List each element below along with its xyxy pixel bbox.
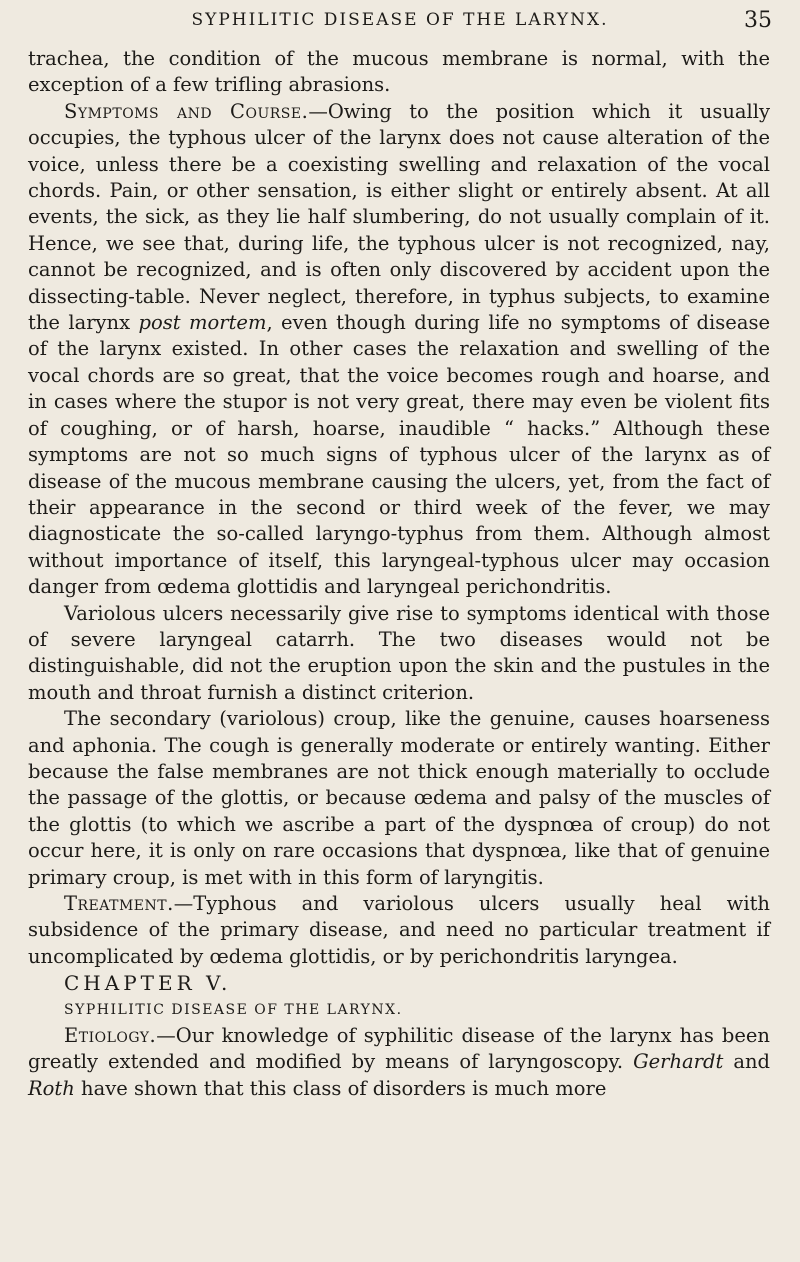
paragraph-text: Variolous ulcers necessarily give rise to symptoms identical with those of severe laryngeal catarrh. The two diseases would not be distinguishable, did not the eruption upon the skin and the pustules in the mouth and throat furnish a distinct criterion. [28, 601, 770, 704]
body-text [28, 46, 770, 1102]
running-head-title: SYPHILITIC DISEASE OF THE LARYNX. [191, 10, 609, 30]
paragraph-symptoms [28, 99, 770, 601]
paragraph-croup [28, 706, 770, 891]
paragraph-text: —Our knowledge of syphilitic disease of the larynx has been greatly extended and modified by means of laryngoscopy. [28, 1024, 770, 1074]
chapter-subtitle: SYPHILITIC DISEASE OF THE LARYNX. [64, 1001, 403, 1018]
paragraph-treatment [28, 891, 770, 970]
paragraph-variolous [28, 601, 770, 707]
author-name: Roth [28, 1076, 75, 1100]
author-name: Gerhardt [633, 1050, 724, 1074]
paragraph-text: —Owing to the position which it usually occupies, the typhous ulcer of the larynx does not cause alteration of the voice, unless there be a coexisting swelling and relaxation of the vocal chords. Pain, or other sensation, is either slight or entirely absent. At all events, the sick, as they lie half slumbering, do not usually complain of it. Hence, we see that, during life, the typhous ulcer is not recognized, nay, cannot be recognized, and is often only discovered by accident upon the dissecting-table. Never neglect, therefore, in typhus subjects, to examine the larynx [28, 99, 771, 335]
chapter-title: CHAPTER V. [64, 971, 232, 996]
section-lead-symptoms: Symptoms and Course. [64, 99, 309, 123]
paragraph-text: and [723, 1050, 770, 1074]
paragraph-text: The secondary (variolous) croup, like the genuine, causes hoarseness and aphonia. The cough is generally moderate or entirely wanting. Either because the false membranes are not thick enough materially to occlude the passage of the glottis, or because œdema and palsy of the muscles of the glottis (to which we ascribe a part of the dyspnœa of croup) do not occur here, it is only on rare occasions that dyspnœa, like that of genuine primary croup, is met with in this form of laryngitis. [28, 707, 770, 889]
running-head [0, 6, 800, 36]
paragraph-text: , even though during life no symptoms of disease of the larynx existed. In other cases the relaxation and swelling of the vocal chords are so great, that the voice becomes rough and hoarse, and in cases where the stupor is not very great, there may even be violent fits of coughing, or of harsh, hoarse, inaudible “ hacks.” Although these symptoms are not so much signs of typhous ulcer of the larynx as of disease of the mucous membrane causing the ulcers, yet, from the fact of their appearance in the second or third week of the fever, we may diagnosticate the so-called laryngo-typhus from them. Although almost without importance of itself, this laryngeal-typhous ulcer may occasion danger from œdema glottidis and laryngeal perichondritis. [28, 311, 770, 599]
paragraph-etiology [28, 1023, 770, 1102]
paragraph-trachea [28, 46, 770, 99]
section-lead-etiology: Etiology. [64, 1024, 157, 1048]
paragraph-text: —Typhous and variolous ulcers usually heal with subsidence of the primary disease, and need no particular treatment if uncomplicated by œdema glottidis, or by perichondritis laryngea. [28, 892, 770, 968]
italic-term: post mortem [138, 311, 267, 335]
page-number: 35 [744, 8, 772, 33]
paragraph-text: have shown that this class of disorders is much more [74, 1076, 607, 1100]
paragraph-text: trachea, the condition of the mucous membrane is normal, with the exception of a few trifling abrasions. [28, 47, 770, 97]
section-lead-treatment: Treatment. [64, 892, 174, 915]
